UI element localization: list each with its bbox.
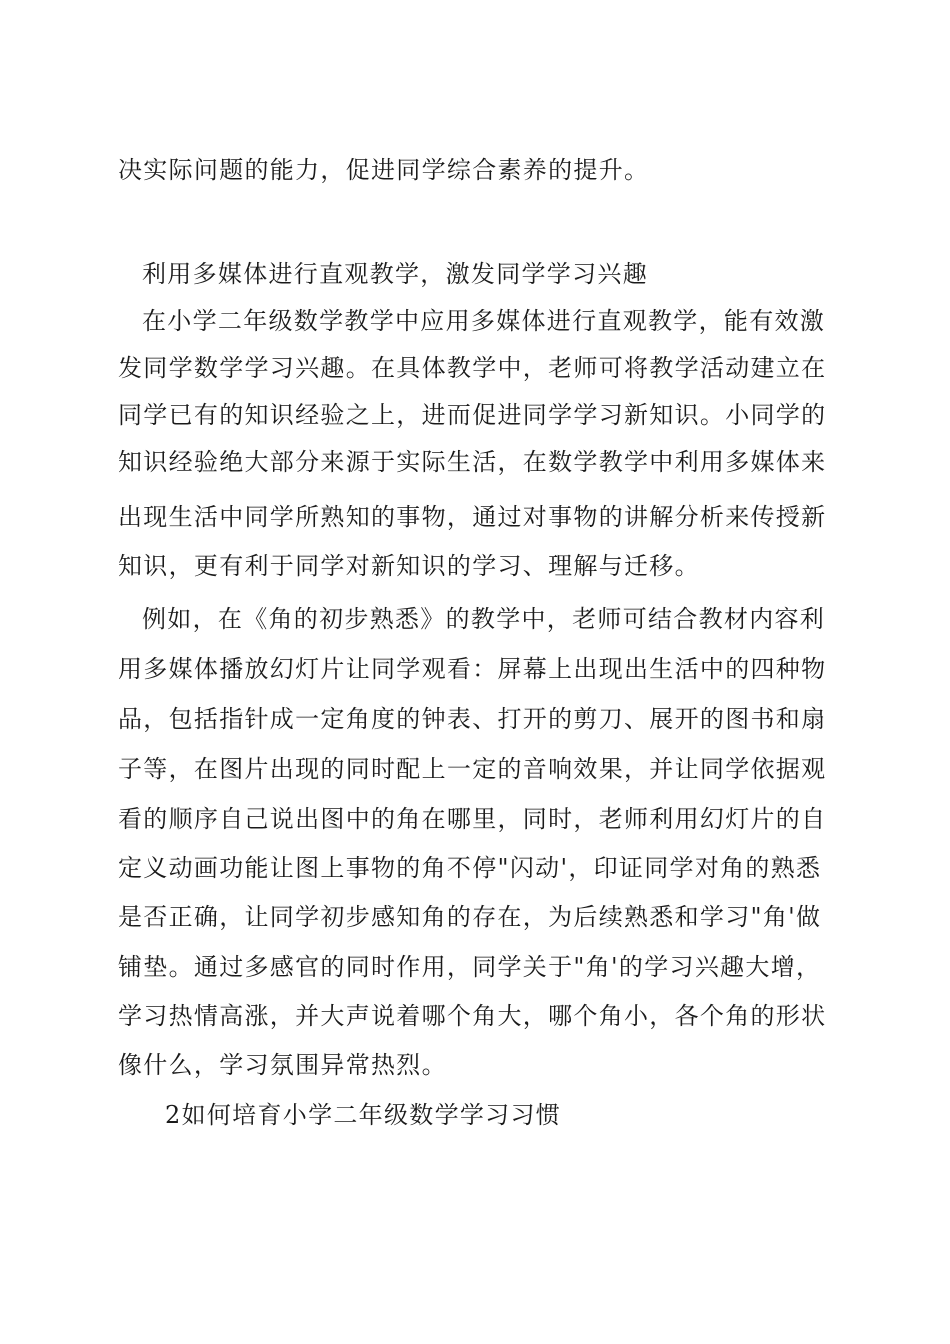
paragraph-line: 知识经验绝大部分来源于实际生活，在数学教学中利用多媒体来 <box>118 448 827 476</box>
paragraph-line: 同学已有的知识经验之上，进而促进同学学习新知识。小同学的 <box>118 401 827 429</box>
paragraph-line: 学习热情高涨，并大声说着哪个角大，哪个角小，各个角的形状 <box>118 1002 827 1030</box>
paragraph-line: 在小学二年级数学教学中应用多媒体进行直观教学，能有效激 <box>142 307 826 335</box>
paragraph-line: 出现生活中同学所熟知的事物，通过对事物的讲解分析来传授新 <box>118 503 827 531</box>
paragraph-line: 像什么，学习氛围异常热烈。 <box>118 1051 447 1079</box>
paragraph-line: 子等，在图片出现的同时配上一定的音响效果，并让同学依据观 <box>118 755 827 783</box>
paragraph-line: 品，包括指针成一定角度的钟表、打开的剪刀、展开的图书和扇 <box>118 705 827 733</box>
continuation-text: 决实际问题的能力，促进同学综合素养的提升。 <box>118 156 650 184</box>
paragraph-line: 知识，更有利于同学对新知识的学习、理解与迁移。 <box>118 552 700 580</box>
paragraph-line: 例如，在《角的初步熟悉》的教学中，老师可结合教材内容利 <box>142 605 826 633</box>
paragraph-line: 发同学数学学习兴趣。在具体教学中，老师可将教学活动建立在 <box>118 354 827 382</box>
paragraph-line: 用多媒体播放幻灯片让同学观看：屏幕上出现出生活中的四种物 <box>118 655 827 683</box>
paragraph-line: 看的顺序自己说出图中的角在哪里，同时，老师利用幻灯片的自 <box>118 805 827 833</box>
paragraph-line: 是否正确，让同学初步感知角的存在，为后续熟悉和学习"角'做 <box>118 903 822 931</box>
next-section-heading: 2如何培育小学二年级数学学习习惯 <box>165 1101 562 1129</box>
paragraph-line: 铺垫。通过多感官的同时作用，同学关于"角'的学习兴趣大增， <box>118 953 822 981</box>
section-heading: 利用多媒体进行直观教学，激发同学学习兴趣 <box>142 260 648 288</box>
paragraph-line: 定义动画功能让图上事物的角不停"闪动'，印证同学对角的熟悉 <box>118 854 822 882</box>
